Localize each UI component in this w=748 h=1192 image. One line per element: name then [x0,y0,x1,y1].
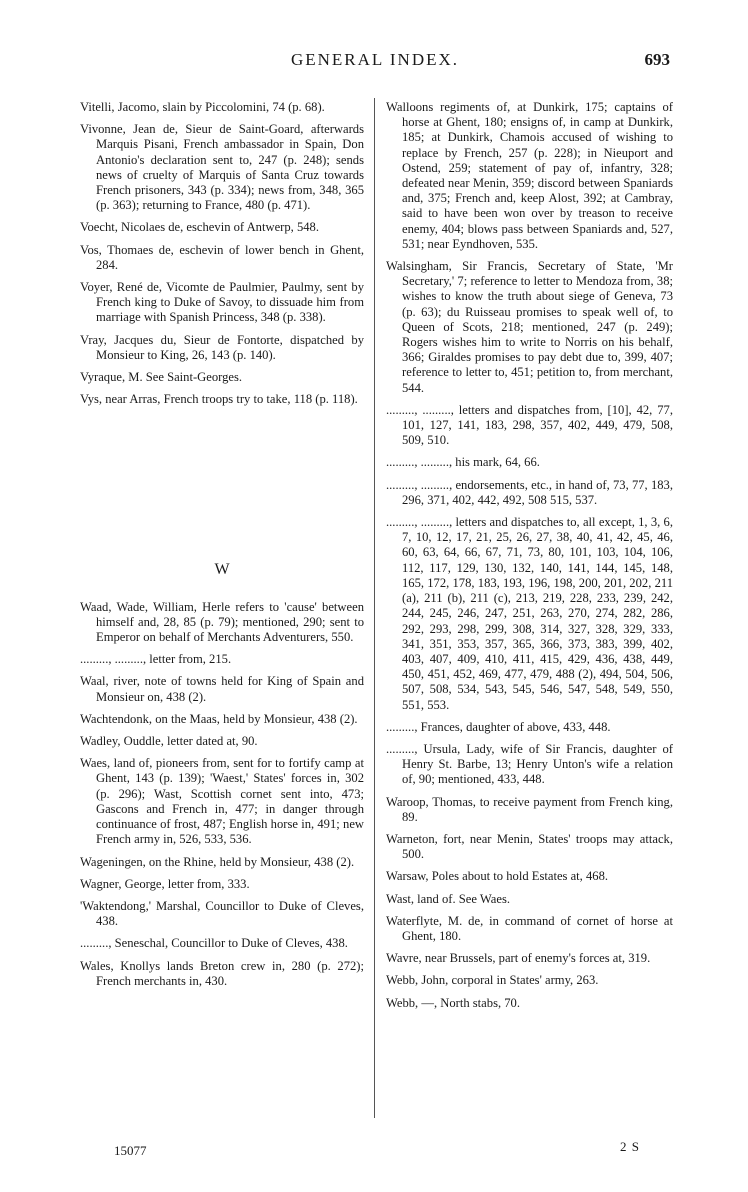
index-entry: ........., ........., letters and dispatches to, all except, 1, 3, 6, 7, 10, 12, 17, 21, 25, 26, 27, 38, 40, 41, 42, 45, 46, 60, 63, 64, 66, 67, 71, 73, 80, 101, 103, 104, 106, 112, 117, 129, 130, 132, 140, 141, 144, 145, 148, 165, 172, 178, 183, 193, 196, 198, 200, 201, 202, 211 (a), 211 (b), 211 (c), 213, 219, 228, 233, 239, 242, 244, 245, 246, 247, 251, 263, 270, 274, 282, 286, 292, 293, 298, 299, 308, 314, 327, 328, 329, 333, 341, 351, 353, 357, 365, 366, 373, 383, 399, 402, 403, 407, 409, 410, 411, 415, 429, 436, 438, 449, 450, 451, 452, 469, 477, 479, 488 (2), 494, 504, 506, 507, 508, 534, 543, 545, 546, 547, 548, 549, 550, 551, 553. [386,515,673,712]
index-entry: Waal, river, note of towns held for King of Spain and Monsieur on, 438 (2). [80,674,364,704]
index-entry: ........., ........., letters and dispatches from, [10], 42, 77, 101, 127, 141, 183, 298, 357, 402, 449, 479, 508, 509, 510. [386,402,673,448]
index-entry: Webb, John, corporal in States' army, 263. [386,973,599,988]
left-entries-v [80,100,364,407]
left-entries-w [80,600,364,989]
index-entry: Waroop, Thomas, to receive payment from French king, 89. [386,794,673,824]
right-column [386,100,673,1018]
index-entry: 'Waktendong,' Marshal, Councillor to Duke of Cleves, 438. [80,898,364,929]
page-number: 693 [644,50,670,69]
index-entry: ........., Frances, daughter of above, 433, 448. [386,719,611,734]
page-header [80,50,670,74]
running-title: GENERAL INDEX. [290,50,460,69]
index-entry: Warsaw, Poles about to hold Estates at, 468. [386,869,609,884]
index-entry: Vyraque, M. See Saint-Georges. [80,370,243,385]
index-entry: Vivonne, Jean de, Sieur de Saint-Goard, afterwards Marquis Pisani, French ambassador in Spain, Don Antonio's declaration sent to, 247 (p. 248); sends news of cruelty of Marquis of Santa Cruz towards French prisoners, 343 (p. 334); news from, 348, 365 (p. 363); returning to France, 480 (p. 471). [80,122,364,213]
index-entry: Walloons regiments of, at Dunkirk, 175; captains of horse at Ghent, 180; ensigns of, in camp at Dunkirk, 185; at Dunkirk, Chamois accused of wishing to replace by French, 257 (p. 228); in Nieuport and Ostend, 259; statement of pay of, infantry, 328; defeated near Menin, 359; discord between Spaniards and, 375; French and, keep Alost, 392; at Cambray, said to have been won over by treason to receive enemy, 404; blows pass between Spaniards and, 527, 531; near Eyndhoven, 535. [386,100,673,251]
section-letter: W [214,561,230,579]
index-entry: Wast, land of. See Waes. [386,891,510,906]
index-entry: Warneton, fort, near Menin, States' troops may attack, 500. [386,831,673,862]
index-entry: Voecht, Nicolaes de, eschevin of Antwerp, 548. [80,220,319,235]
index-entry: Vys, near Arras, French troops try to take, 118 (p. 118). [80,392,358,407]
index-entry: Vray, Jacques du, Sieur de Fontorte, dispatched by Monsieur to King, 26, 143 (p. 140). [80,332,364,362]
index-entry: Wales, Knollys lands Breton crew in, 280 (p. 272); French merchants in, 430. [80,958,364,988]
left-column [80,100,364,996]
index-entry: ........., Seneschal, Councillor to Duke of Cleves, 438. [80,936,348,951]
index-entry: ........., ........., endorsements, etc., in hand of, 73, 77, 183, 296, 371, 402, 442, 492, 508 515, 537. [386,477,673,507]
index-entry: Wageningen, on the Rhine, held by Monsieur, 438 (2). [80,854,355,869]
gathering-mark: 2 S [620,1139,640,1154]
signature-mark: 15077 [114,1143,147,1158]
index-entry: ........., ........., his mark, 64, 66. [386,455,540,470]
index-entry: Waad, Wade, William, Herle refers to 'cause' between himself and, 28, 85 (p. 79); mentioned, 290; sent to Emperor on behalf of Merchants Adventurers, 550. [80,599,364,645]
index-entry: Walsingham, Sir Francis, Secretary of State, 'Mr Secretary,' 7; reference to letter to Mendoza from, 38; wishes to know the truth about siege of Geneva, 73 (p. 63); du Ruisseau promises to speak well of, to Queen of Scots, 218; mentioned, 247 (p. 249); Rogers wishes him to write to Norris on his behalf, 366; Giraldes promises to pay debt due to, 399, 407; reference to letter to, 451; petition to, from merchant, 544. [386,259,673,395]
index-entry: Waterflyte, M. de, in command of cornet of horse at Ghent, 180. [386,913,673,943]
index-entry: Vitelli, Jacomo, slain by Piccolomini, 74 (p. 68). [80,100,325,114]
index-entry: ........., Ursula, Lady, wife of Sir Francis, daughter of Henry St. Barbe, 13; Henry Unton's wife a relation of, 90; mentioned, 433, 448. [386,741,673,787]
right-entries [386,100,673,1011]
index-entry: Wavre, near Brussels, part of enemy's forces at, 319. [386,951,651,966]
index-entry: Waes, land of, pioneers from, sent for to fortify camp at Ghent, 143 (p. 139); 'Waest,' States' forces in, 302 (p. 296); Wast, Scottish cornet sent into, 473; Gascons and French in, 477; in danger through continuance of frost, 487; English horse in, 491; new French army in, 526, 533, 536. [80,756,364,847]
index-entry: Wadley, Ouddle, letter dated at, 90. [80,734,258,749]
index-entry: Webb, —, North stabs, 70. [386,995,521,1010]
index-entry: Wachtendonk, on the Maas, held by Monsieur, 438 (2). [80,711,358,726]
index-entry: Wagner, George, letter from, 333. [80,876,250,891]
column-divider [374,98,375,1118]
index-entry: ........., ........., letter from, 215. [80,652,232,667]
index-entry: Voyer, René de, Vicomte de Paulmier, Paulmy, sent by French king to Duke of Savoy, to dissuade him from marriage with Spanish Princess, 348 (p. 338). [80,280,364,325]
index-entry: Vos, Thomaes de, eschevin of lower bench in Ghent, 284. [80,242,364,272]
